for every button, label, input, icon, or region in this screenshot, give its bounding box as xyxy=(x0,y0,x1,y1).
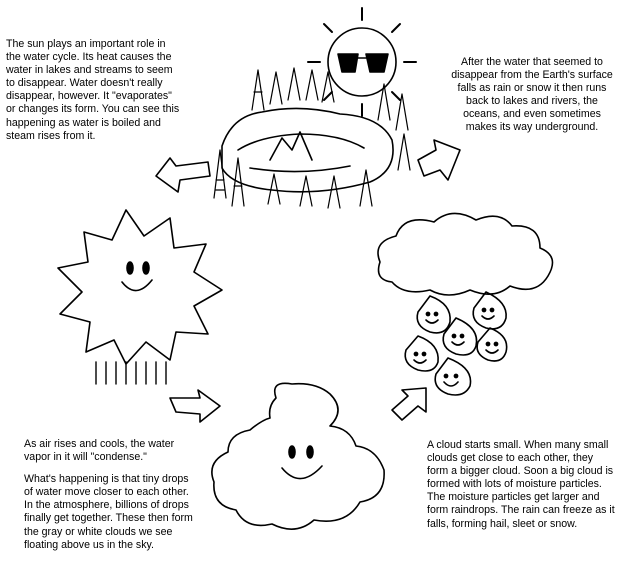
puffy-cloud-face-icon xyxy=(212,383,384,529)
caption-condense-intro: As air rises and cools, the water vapor in it will "condense." xyxy=(24,438,175,464)
lake-forest-icon xyxy=(214,68,410,208)
arrow-to-sun-icon xyxy=(156,158,210,192)
arrow-to-rain-icon xyxy=(392,388,426,420)
condensation-burst-icon xyxy=(58,210,222,384)
caption-runoff-text: After the water that seemed to disappear from the Earth's surface falls as rain or snow it then runs back to lakes and rivers, the oceans, and even sometimes makes its way underground. xyxy=(451,56,613,134)
caption-cloud-text: A cloud starts small. When many small clouds get close to each other, they form a bigger cloud. Soon a big cloud is formed with lots of moisture particles. The moisture particles get larger and form raindrops. The rain can freeze as it falls, forming hail, sleet or snow. xyxy=(427,439,615,530)
arrow-to-cloud-icon xyxy=(170,390,220,422)
arrow-to-lake-icon xyxy=(418,140,460,180)
caption-sun-text: The sun plays an important role in the water cycle. Its heat causes the water in lakes and streams to seem to disappear. Water doesn't really disappear, however. It "evaporates" or changes its form. You can see this happening as water is boiled and steam rises from it. xyxy=(6,38,180,142)
sun-sunglasses-icon xyxy=(308,8,416,116)
caption-condense-detail: What's happening is that tiny drops of water move closer to each other. In the atmosphere, billions of drops finally get together. These then form the gray or white clouds we see floating above us in the sky. xyxy=(24,473,193,551)
raindrop-faces xyxy=(405,292,506,395)
rain-cloud-icon xyxy=(378,213,553,395)
